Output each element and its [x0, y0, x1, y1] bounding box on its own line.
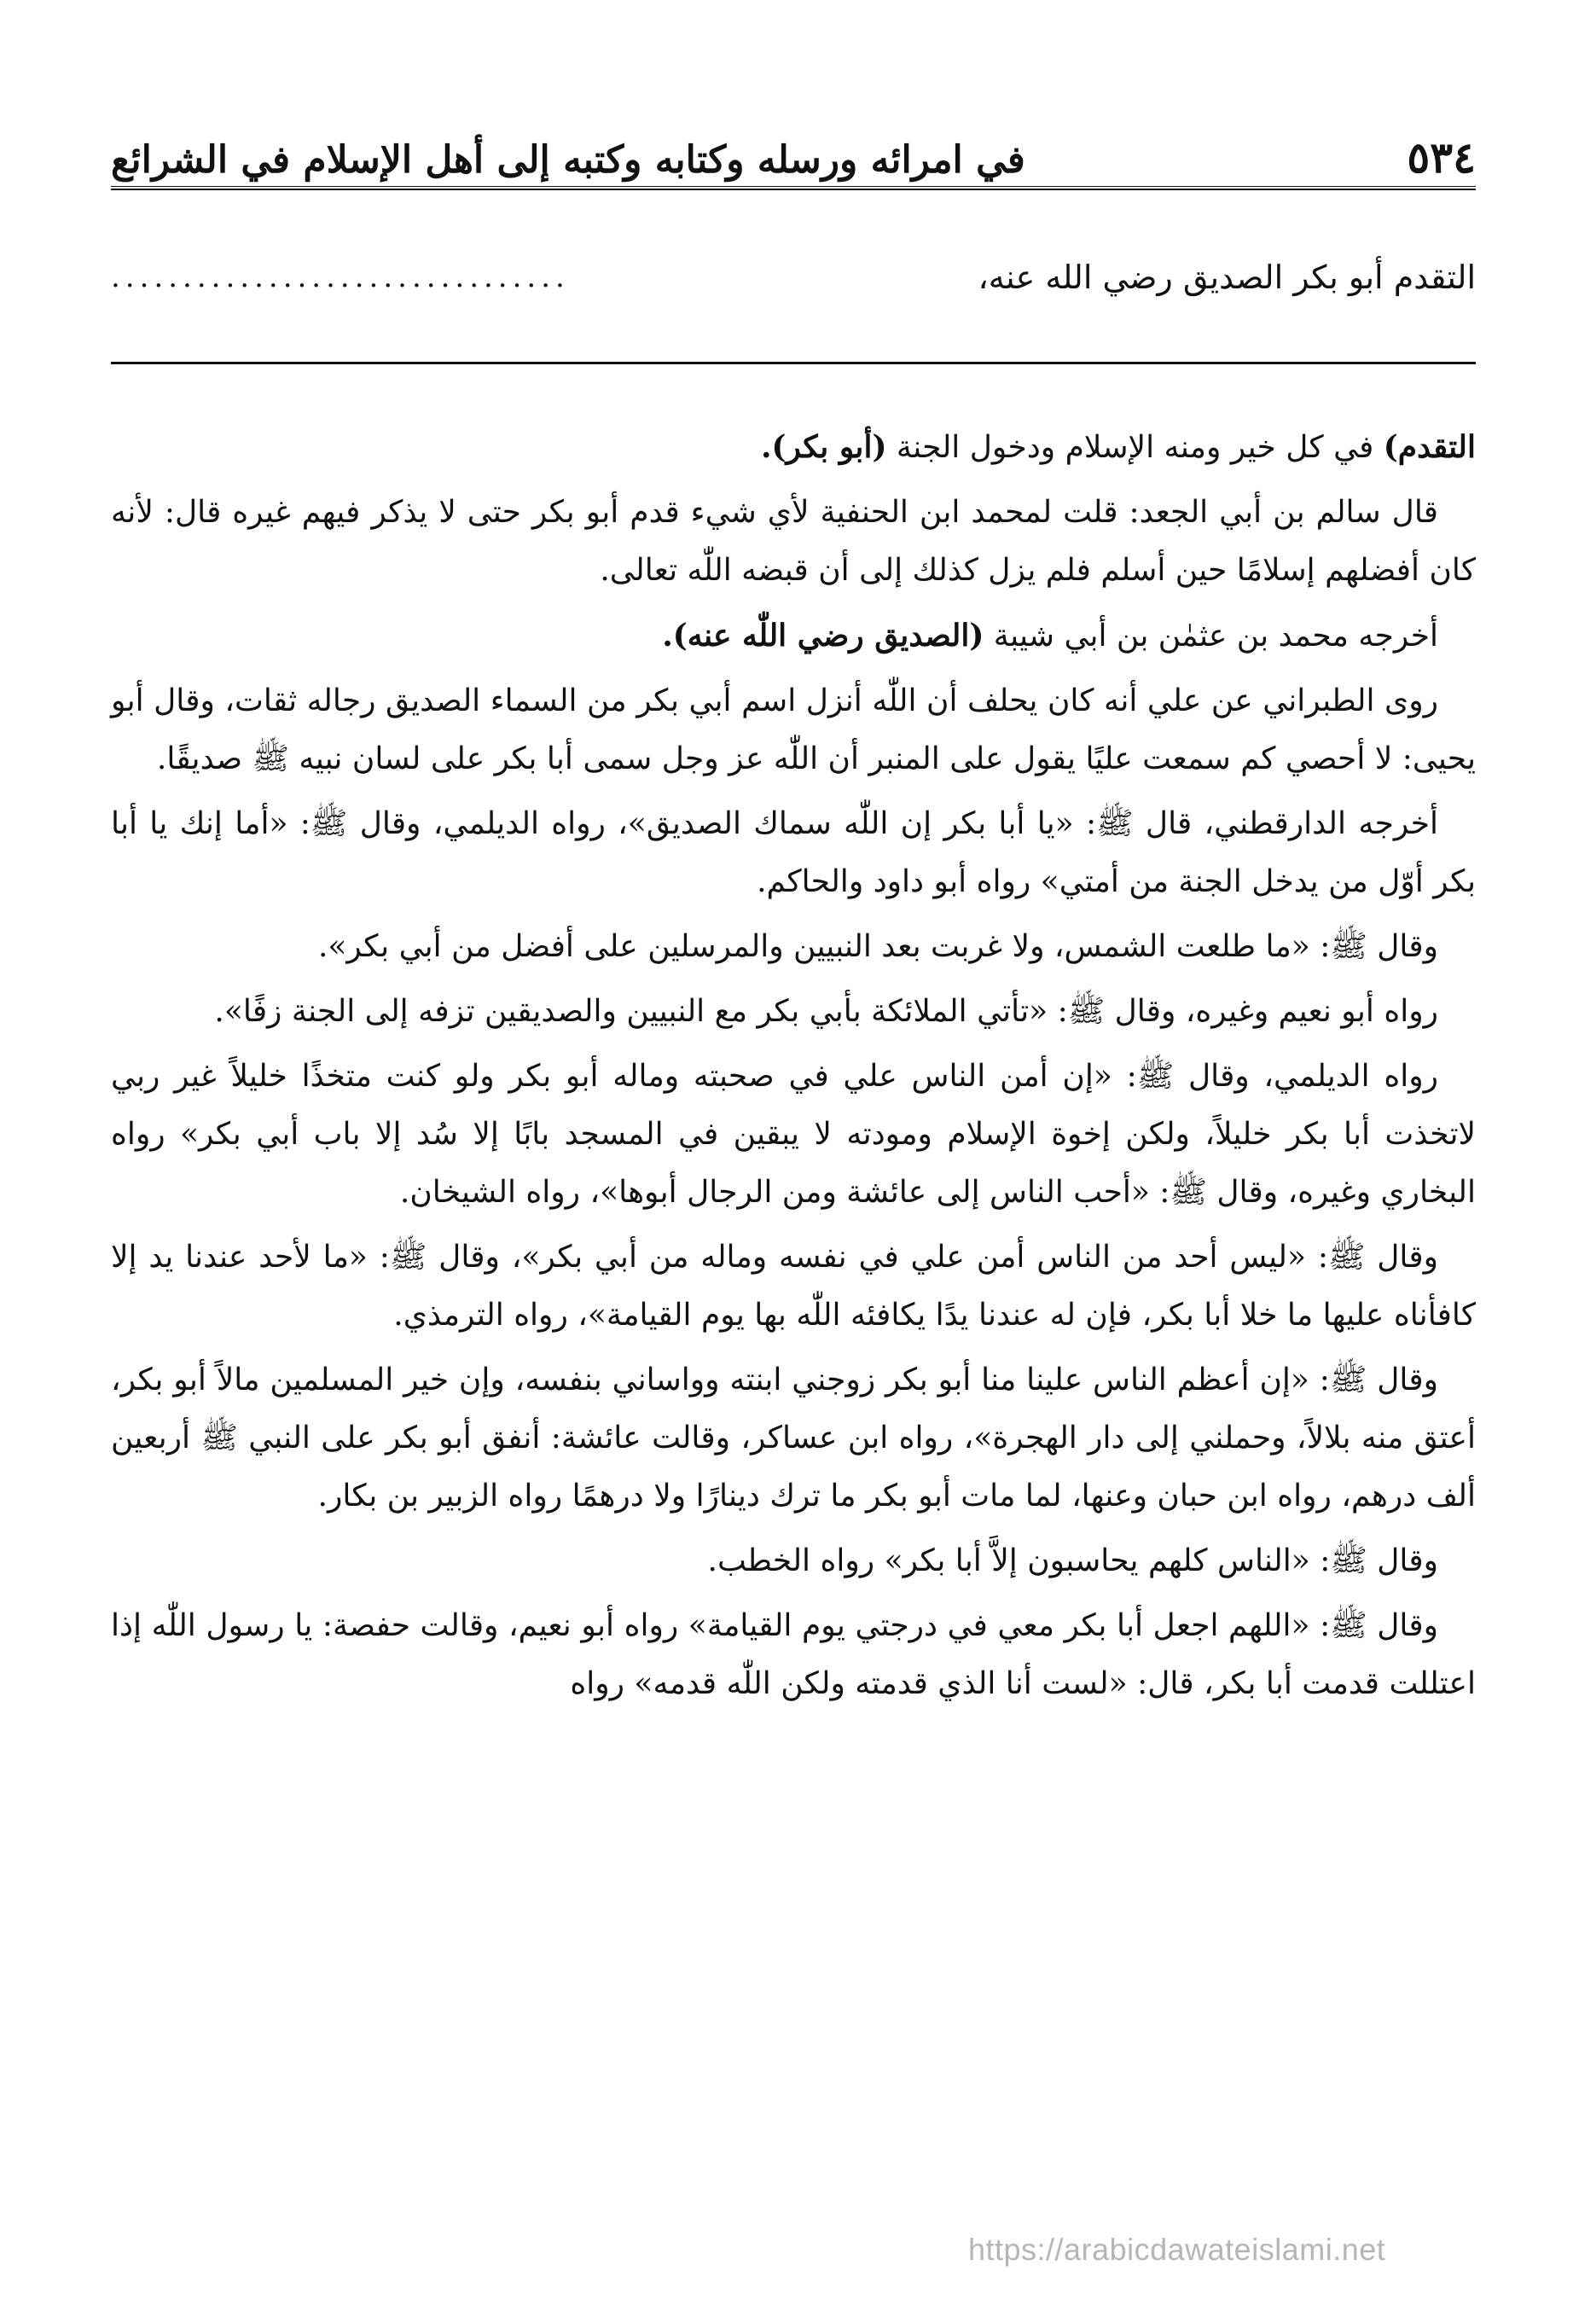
- paragraph-4: روى الطبراني عن علي أنه كان يحلف أن اللّٰه أنزل اسم أبي بكر من السماء الصديق رجاله ثقات، وقال أبو يحيى: لا أحصي كم سمعت عليًا يقول على المنبر أن اللّٰه عز وجل سمى أبا بكر على لسان نبيه ﷺ صديقًا.: [111, 683, 1476, 776]
- paragraph-3: [111, 607, 1476, 665]
- paragraph-11: وقال ﷺ: «الناس كلهم يحاسبون إلاَّ أبا بكر» رواه الخطب.: [707, 1543, 1438, 1578]
- section-heading: [111, 247, 1476, 307]
- section-divider: [111, 362, 1476, 364]
- paragraph-3-text: أخرجه محمد بن عثمٰن بن أبي شيبة: [984, 619, 1438, 654]
- running-head: [111, 102, 1476, 183]
- paragraph-8: رواه الديلمي، وقال ﷺ: «إن أمن الناس علي في صحبته وماله أبو بكر ولو كنت متخذًا خليلاً غير ربي لاتخذت أبا بكر خليلاً، ولكن إخوة الإسلام ومودته لا يبقين في المسجد بابًا إلا سُد إلا باب أبي بكر» رواه البخاري وغيره، وقال ﷺ: «أحب الناس إلى عائشة ومن الرجال أبوها»، رواه الشيخان.: [111, 1059, 1476, 1210]
- paragraph-9: وقال ﷺ: «ليس أحد من الناس أمن علي في نفسه وماله من أبي بكر»، وقال ﷺ: «ما لأحد عندنا يد إلا كافأناه عليها ما خلا أبا بكر، فإن له عندنا يدًا يكافئه اللّٰه بها يوم القيامة»، رواه الترمذي.: [111, 1240, 1476, 1333]
- paragraph-7: رواه أبو نعيم وغيره، وقال ﷺ: «تأتي الملائكة بأبي بكر مع النبيين والصديقين تزفه إلى الجنة زفًا».: [214, 994, 1438, 1029]
- paragraph-12: وقال ﷺ: «اللهم اجعل أبا بكر معي في درجتي يوم القيامة» رواه أبو نعيم، وقالت حفصة: يا رسول اللّٰه إذا اعتللت قدمت أبا بكر، قال: «لست أنا الذي قدمته ولكن اللّٰه قدمه» رواه: [111, 1608, 1476, 1701]
- paragraph-2: قال سالم بن أبي الجعد: قلت لمحمد ابن الحنفية لأي شيء قدم أبو بكر حتى لا يذكر فيهم غيره قال: لأنه كان أفضلهم إسلامًا حين أسلم فلم يزل كذلك إلى أن قبضه اللّٰه تعالى.: [111, 495, 1476, 588]
- paragraph-5: أخرجه الدارقطني، قال ﷺ: «يا أبا بكر إن اللّٰه سماك الصديق»، رواه الديلمي، وقال ﷺ: «أما إنك يا أبا بكر أوّل من يدخل الجنة من أمتي» رواه أبو داود والحاكم.: [111, 806, 1476, 899]
- section-title: التقدم أبو بكر الصديق رضي الله عنه،: [978, 259, 1476, 296]
- section-leader-dots: ................................: [111, 260, 570, 294]
- body-text: [111, 418, 1476, 1720]
- watermark-url: https://arabicdawateislami.net: [968, 2232, 1386, 2267]
- paragraph-1-bold-end: (أبو بكر).: [760, 429, 887, 465]
- paragraph-6: وقال ﷺ: «ما طلعت الشمس، ولا غربت بعد النبيين والمرسلين على أفضل من أبي بكر».: [317, 929, 1438, 964]
- paragraph-1: [111, 418, 1476, 477]
- paragraph-3-bold: (الصديق رضي اللّٰه عنه).: [662, 618, 984, 654]
- page-number: ٥٣٤: [1407, 132, 1476, 183]
- paragraph-1-bold: التقدم): [1383, 429, 1476, 465]
- header-divider: [111, 186, 1476, 190]
- paragraph-1-text: في كل خير ومنه الإسلام ودخول الجنة: [886, 430, 1384, 465]
- running-title: في امرائه ورسله وكتابه وكتبه إلى أهل الإسلام في الشرائع: [111, 138, 1025, 182]
- paragraph-10: وقال ﷺ: «إن أعظم الناس علينا منا أبو بكر زوجني ابنته وواساني بنفسه، وإن خير المسلمين مالاً أبو بكر، أعتق منه بلالاً، وحملني إلى دار الهجرة»، رواه ابن عساكر، وقالت عائشة: أنفق أبو بكر على النبي ﷺ أربعين ألف درهم، رواه ابن حبان وعنها، لما مات أبو بكر ما ترك دينارًا ولا درهمًا رواه الزبير بن بكار.: [111, 1362, 1476, 1514]
